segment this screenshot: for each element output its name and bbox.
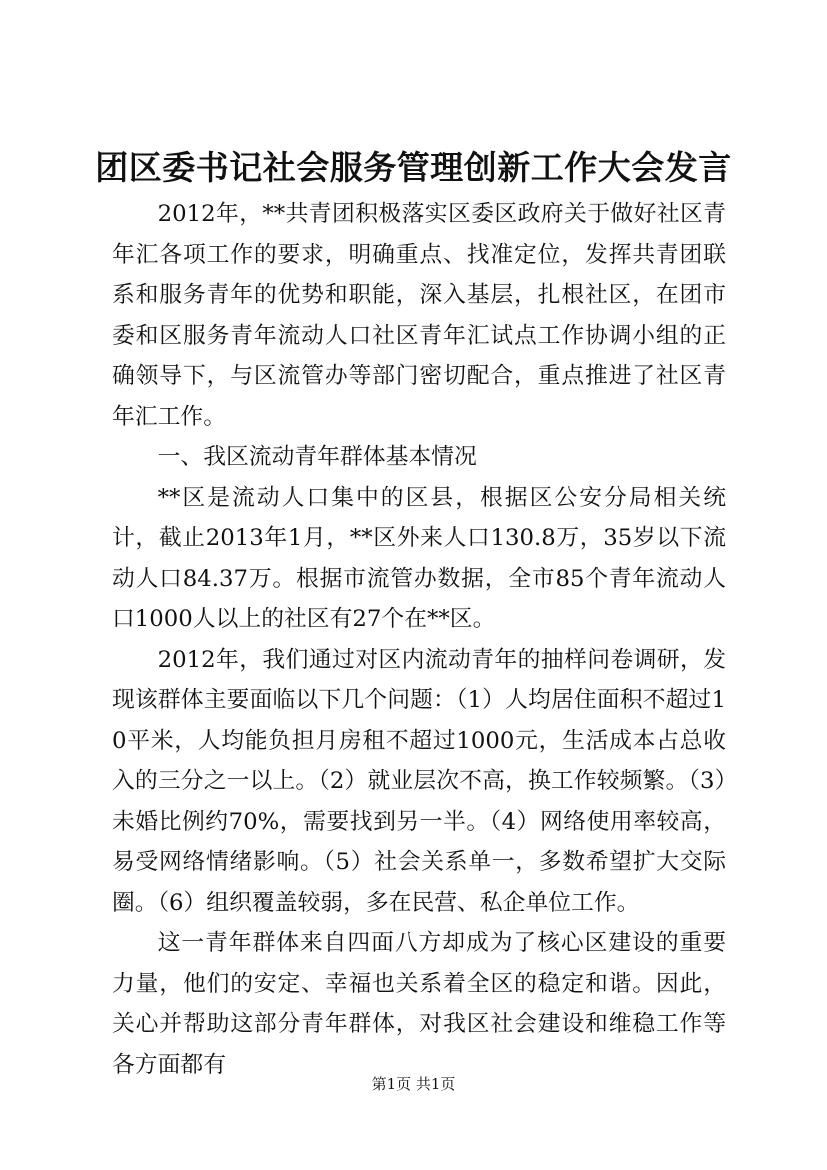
paragraph-intro: 2012年，**共青团积极落实区委区政府关于做好社区青年汇各项工作的要求，明确重点、找准定位，发挥共青团联系和服务青年的优势和职能，深入基层，扎根社区，在团市委和区服务青年流动人口社区青年汇试点工作协调小组的正确领导下，与区流管办等部门密切配合，重点推进了社区青年汇工作。 (112, 201, 726, 430)
document-title: 团区委书记社会服务管理创新工作大会发言 (95, 148, 732, 187)
paragraph-conclusion: 这一青年群体来自四面八方却成为了核心区建设的重要力量，他们的安定、幸福也关系着全区的稳定和谐。因此，关心并帮助这部分青年群体，对我区社会建设和维稳工作等各方面都有 (112, 930, 726, 1078)
paragraph-statistics: **区是流动人口集中的区县，根据区公安分局相关统计，截止2013年1月，**区外来人口130.8万，35岁以下流动人口84.37万。根据市流管办数据，全市85个青年流动人口1000人以上的社区有27个在**区。 (112, 484, 726, 632)
section-heading: 一、我区流动青年群体基本情况 (157, 444, 477, 470)
paragraph-survey: 2012年，我们通过对区内流动青年的抽样问卷调研，发现该群体主要面临以下几个问题：（1）人均居住面积不超过10平米，人均能负担月房租不超过1000元，生活成本占总收入的三分之一以上。（2）就业层次不高，换工作较频繁。（3）未婚比例约70%，需要找到另一半。（4）网络使用率较高，易受网络情绪影响。（5）社会关系单一，多数希望扩大交际圈。（6）组织覆盖较弱，多在民营、私企单位工作。 (112, 646, 726, 916)
document-body (112, 194, 726, 1085)
page-footer: 第1页 共1页 (371, 1075, 456, 1093)
